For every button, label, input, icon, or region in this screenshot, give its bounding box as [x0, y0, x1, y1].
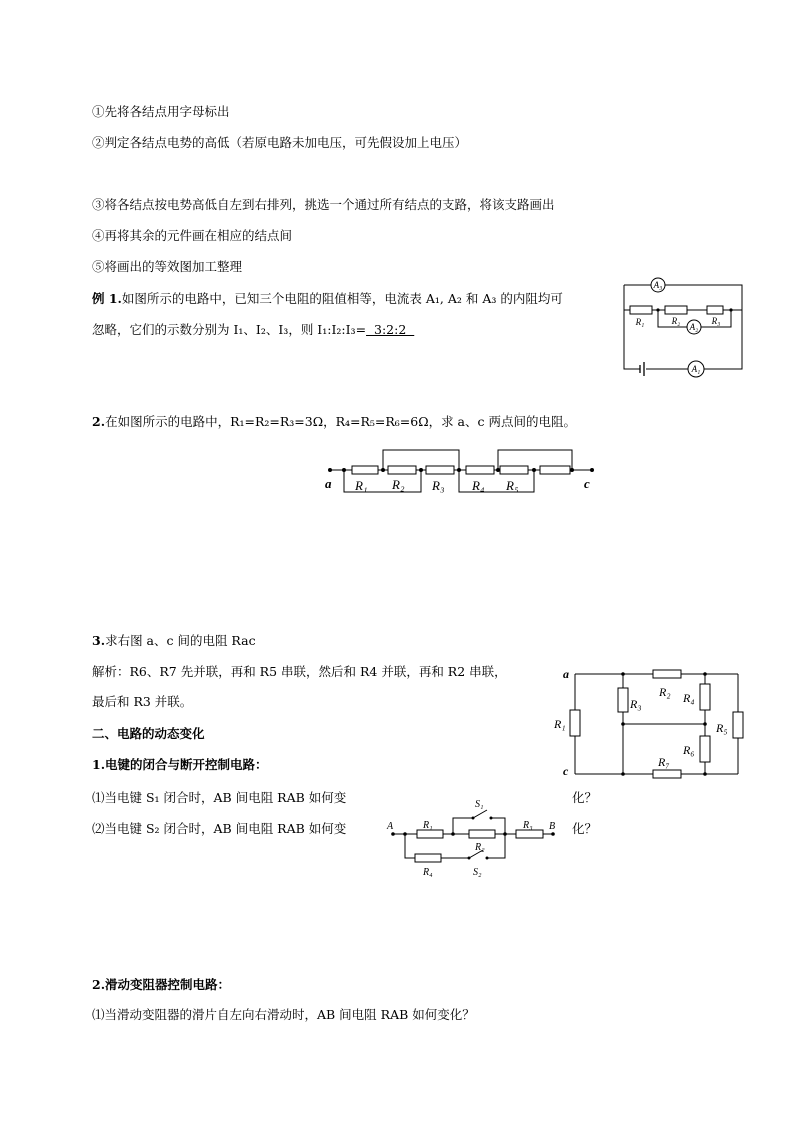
switch-s1-label: S₁ — [475, 799, 484, 810]
q3-analysis-1: 解析：R6、R7 先并联，再和 R5 串联，然后和 R4 并联，再和 R2 串联， — [92, 664, 507, 679]
section2-sub1-text: 1.电键的闭合与断开控制电路： — [92, 757, 268, 772]
section2-q1: ⑴当电键 S₁ 闭合时，AB 间电阻 RAB 如何变 — [92, 790, 347, 805]
fig1-r2-label: R₂ — [671, 316, 681, 326]
switch-r2-label: R₂ — [475, 842, 485, 853]
q2-r3-label: R₃ — [432, 478, 445, 493]
section2-q2-end: 化？ — [572, 821, 598, 836]
q2-r1-label: R₁ — [355, 478, 368, 493]
q3-num: 3. — [92, 633, 106, 648]
fig1-a3-label: A₃ — [653, 280, 663, 290]
switch-r1-label: R₁ — [423, 820, 433, 831]
section2-q1-end: 化？ — [572, 790, 598, 805]
example1-text2: 忽略，它们的示数分别为 I₁、I₂、I₃，则 I₁:I₂:I₃= — [92, 322, 367, 337]
switch-B-label: B — [549, 821, 556, 832]
q3-analysis-2: 最后和 R3 并联。 — [92, 694, 193, 709]
fig1-r3-label: R₃ — [711, 316, 721, 326]
example1-prefix: 例 1. — [92, 291, 122, 306]
q2-num: 2. — [92, 414, 106, 429]
q3-line — [92, 633, 256, 649]
step-1: ①先将各结点用字母标出 — [92, 104, 230, 119]
fig1-a1-label: A₁ — [691, 364, 701, 374]
q2-line — [92, 414, 576, 430]
switch-r3-label: R₃ — [523, 820, 533, 831]
example1-answer: 3:2:2 — [366, 322, 415, 337]
q2-r5-label: R₅ — [506, 478, 519, 493]
q3-circuit — [550, 662, 750, 780]
step-5: ⑤将画出的等效图加工整理 — [92, 259, 243, 274]
q3-r1-label: R₁ — [554, 717, 566, 731]
step-2: ②判定各结点电势的高低（若原电路未加电压，可先假设加上电压） — [92, 135, 468, 150]
q3-r6-label: R₆ — [683, 743, 695, 757]
example1-text1: 如图所示的电路中，已知三个电阻的阻值相等，电流表 A₁, A₂ 和 A₃ 的内阻均可 — [121, 291, 563, 306]
step-3: ③将各结点按电势高低自左到右排列，挑选一个通过所有结点的支路，将该支路画出 — [92, 197, 555, 212]
section2-q2: ⑵当电键 S₂ 闭合时，AB 间电阻 RAB 如何变 — [92, 821, 347, 836]
q3-r7-label: R₇ — [658, 755, 670, 769]
q3-r5-label: R₅ — [716, 721, 728, 735]
fig1-a2-label: A₂ — [689, 322, 699, 332]
section2-title: 二、电路的动态变化 — [92, 726, 205, 741]
q2-circuit — [322, 442, 604, 500]
fig1-r1-label: R₁ — [635, 317, 645, 327]
section2-sub2-text: 2.滑动变阻器控制电路： — [92, 977, 231, 992]
section2-sub2 — [92, 977, 230, 993]
example1-circuit — [618, 272, 748, 380]
q2-r2-label: R₂ — [392, 477, 405, 492]
q3-r2-label: R₂ — [659, 685, 671, 699]
q2-a-label: a — [325, 476, 332, 491]
switch-circuit — [383, 796, 568, 880]
q3-a-label: a — [563, 667, 569, 681]
q3-r3-label: R₃ — [630, 697, 642, 711]
q2-c-label: c — [584, 476, 590, 491]
example1-line1 — [92, 291, 563, 307]
example1-line2 — [92, 322, 414, 338]
section2-sub1 — [92, 757, 268, 773]
switch-s2-label: S₂ — [473, 867, 482, 878]
switch-r4-label: R₄ — [423, 867, 433, 878]
q3-r4-label: R₄ — [683, 691, 695, 705]
section2-q3: ⑴当滑动变阻器的滑片自左向右滑动时，AB 间电阻 RAB 如何变化？ — [92, 1007, 475, 1022]
q2-r4-label: R₄ — [472, 478, 485, 493]
step-4: ④再将其余的元件画在相应的结点间 — [92, 228, 293, 243]
q3-c-label: c — [563, 764, 569, 778]
q2-text: 在如图所示的电路中，R₁=R₂=R₃=3Ω，R₄=R₅=R₆=6Ω，求 a、c 两点间的电阻。 — [105, 414, 576, 429]
switch-A-label: A — [387, 821, 394, 832]
q3-text: 求右图 a、c 间的电阻 Rac — [105, 633, 256, 648]
